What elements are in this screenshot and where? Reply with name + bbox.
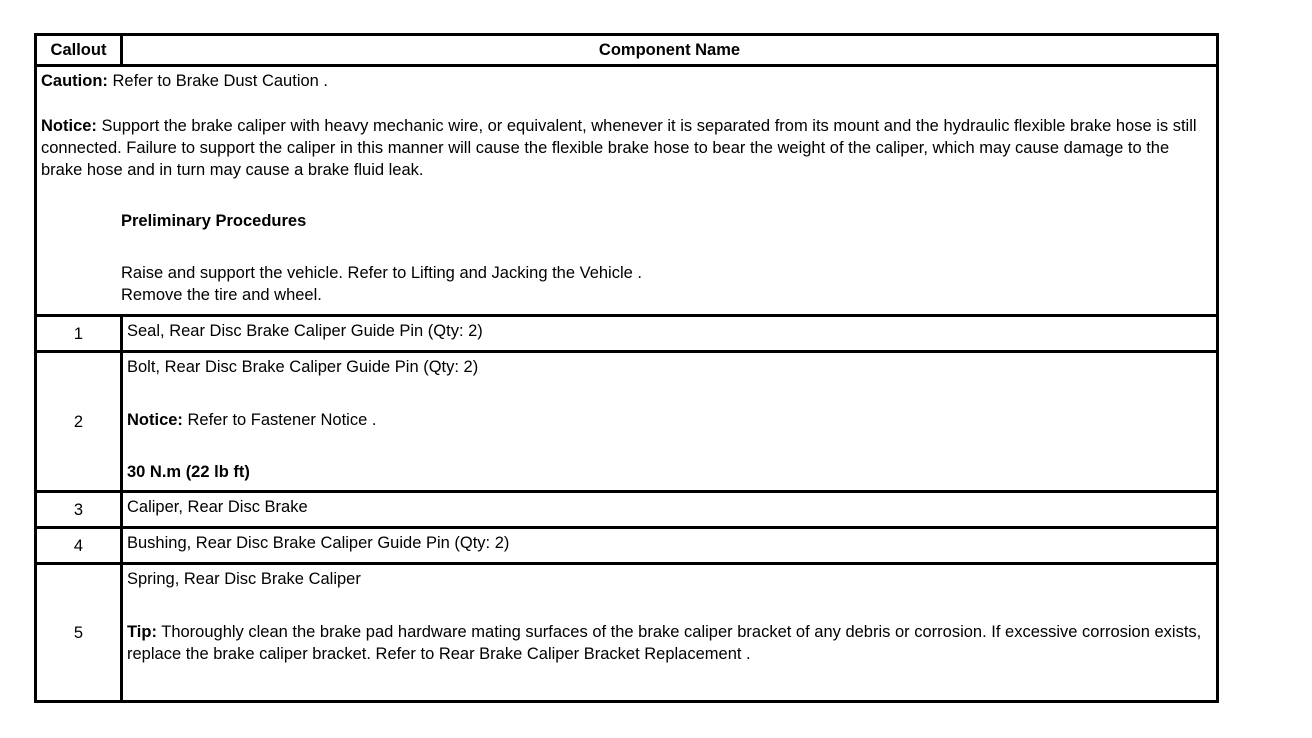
callout-number: 3 (36, 492, 122, 528)
fastener-notice (127, 409, 1212, 431)
header-component-name: Component Name (122, 35, 1218, 66)
component-name: Bushing, Rear Disc Brake Caliper Guide Pin (Qty: 2) (122, 528, 1218, 564)
component-cell (122, 352, 1218, 492)
table-row (36, 352, 1218, 492)
tip-paragraph (127, 621, 1212, 665)
table-row (36, 528, 1218, 564)
caution-label: Caution: (41, 72, 108, 90)
notice-paragraph (41, 115, 1212, 181)
component-name: Bolt, Rear Disc Brake Caliper Guide Pin (Qty: 2) (127, 358, 479, 376)
callout-number: 4 (36, 528, 122, 564)
table-row (36, 492, 1218, 528)
notice-label: Notice: (127, 411, 183, 429)
header-row (36, 35, 1218, 66)
component-name: Seal, Rear Disc Brake Caliper Guide Pin (Qty: 2) (122, 316, 1218, 352)
table-row (36, 316, 1218, 352)
callout-number: 1 (36, 316, 122, 352)
callout-number: 2 (36, 352, 122, 492)
tip-label: Tip: (127, 623, 157, 641)
component-name: Caliper, Rear Disc Brake (122, 492, 1218, 528)
component-name: Spring, Rear Disc Brake Caliper (127, 570, 361, 588)
torque-spec: 30 N.m (22 lb ft) (127, 463, 250, 481)
preliminary-step-2: Remove the tire and wheel. (121, 286, 322, 304)
caution-text[interactable]: Refer to Brake Dust Caution . (107, 72, 329, 90)
notice-label: Notice: (41, 117, 97, 135)
preliminary-heading: Preliminary Procedures (121, 212, 307, 230)
procedure-table (34, 33, 1219, 703)
component-cell (122, 564, 1218, 702)
intro-cell (36, 66, 1218, 316)
notice-text: Support the brake caliper with heavy mechanic wire, or equivalent, whenever it is separated from its mount and the hydraulic flexible brake hose is still connected. Failure to support the caliper in this manner will cause the flexible brake hose to bear the weight of the caliper, which may cause damage to the brake hose and in turn may cause a brake fluid leak. (41, 117, 1197, 179)
preliminary-step-1[interactable]: Raise and support the vehicle. Refer to Lifting and Jacking the Vehicle . (121, 264, 642, 282)
table-row (36, 564, 1218, 702)
notice-text[interactable]: Refer to Fastener Notice . (182, 411, 377, 429)
intro-row (36, 66, 1218, 316)
callout-number: 5 (36, 564, 122, 702)
tip-text[interactable]: Thoroughly clean the brake pad hardware mating surfaces of the brake caliper bracket of any debris or corrosion. If excessive corrosion exists, replace the brake caliper bracket. Refer to Rear Brake Caliper Bracket Replacement . (127, 623, 1202, 663)
caution-paragraph (41, 70, 1212, 92)
header-callout: Callout (36, 35, 122, 66)
